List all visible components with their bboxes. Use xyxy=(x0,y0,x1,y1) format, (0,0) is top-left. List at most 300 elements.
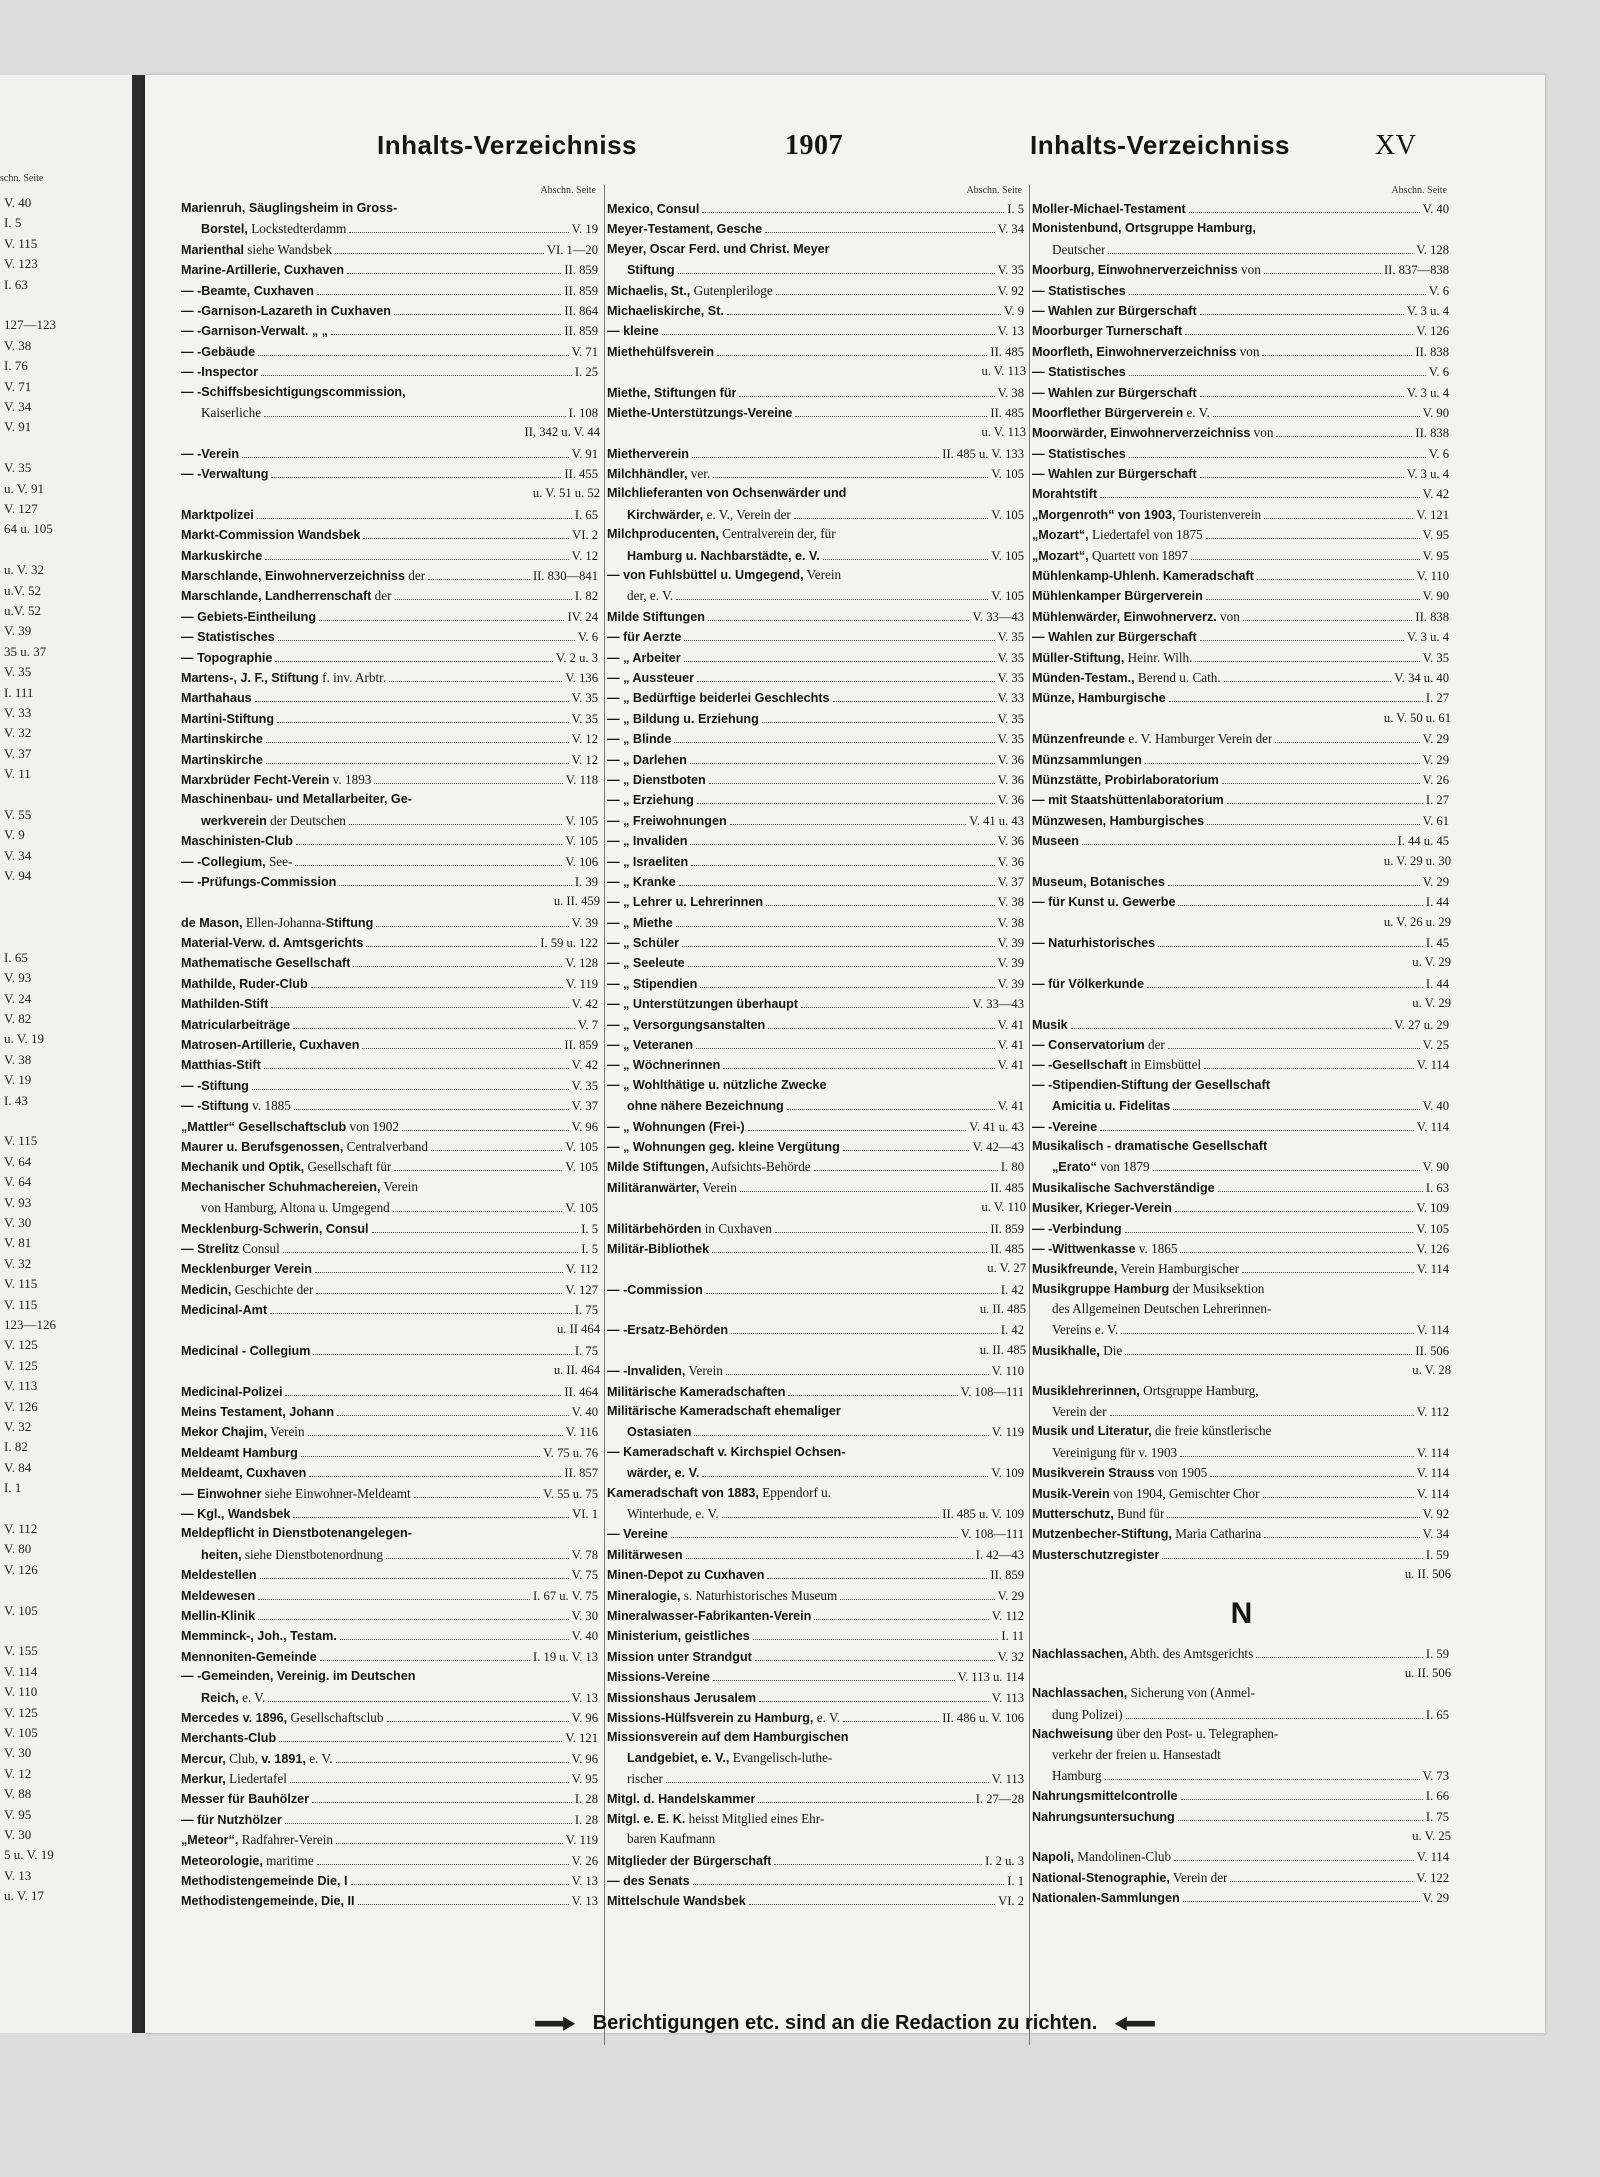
leader-dots xyxy=(268,1687,568,1702)
index-entry xyxy=(181,300,600,320)
entry-reference: V. 119 xyxy=(991,1425,1024,1440)
leader-dots xyxy=(1105,1765,1420,1780)
section-letter: N xyxy=(1230,1596,1253,1630)
index-entry xyxy=(1032,667,1451,687)
entry-keyword: Mecklenburger Verein xyxy=(181,1262,312,1277)
leader-dots xyxy=(1213,402,1420,417)
leader-dots xyxy=(1071,1014,1392,1029)
entry-keyword: „Mattler“ Gesellschaftsclub xyxy=(181,1119,347,1134)
leader-dots xyxy=(713,463,988,478)
entry-title xyxy=(1032,1421,1271,1441)
previous-page-reference: 35 u. 37 xyxy=(4,643,47,659)
entry-text: s. Naturhistorisches Museum xyxy=(680,1587,838,1603)
leader-dots xyxy=(283,1238,578,1253)
index-entry xyxy=(181,361,600,381)
entry-keyword: Münzstätte, Probirlaboratorium xyxy=(1032,772,1219,787)
index-entry xyxy=(181,1034,600,1054)
leader-dots xyxy=(1276,422,1412,437)
index-entry xyxy=(607,1218,1026,1238)
entry-reference: II. 485 xyxy=(990,1180,1024,1195)
entry-title xyxy=(181,525,360,544)
entry-reference: u. II. 485 xyxy=(979,1342,1026,1357)
entry-reference: V. 29 xyxy=(1422,1891,1449,1906)
entry-title xyxy=(1032,811,1204,830)
index-entry xyxy=(1032,565,1451,585)
entry-reference: II. 857 xyxy=(564,1466,598,1481)
entry-reference: V. 128 xyxy=(1416,242,1449,257)
entry-reference: V. 41 u. 43 xyxy=(969,813,1024,828)
index-entry xyxy=(1032,647,1451,667)
leader-dots xyxy=(374,769,562,784)
entry-title xyxy=(1032,1096,1170,1115)
entry-keyword: Münzenfreunde xyxy=(1032,732,1126,747)
leader-dots xyxy=(394,300,561,315)
index-entry xyxy=(607,667,1026,687)
entry-reference: V. 108—111 xyxy=(960,1527,1024,1542)
entry-text: Touristenverein xyxy=(1175,506,1262,522)
leader-dots xyxy=(1180,1442,1414,1457)
entry-keyword: — -Collegium, xyxy=(181,854,266,869)
leader-dots xyxy=(296,830,562,845)
leader-dots xyxy=(393,1197,563,1212)
entry-title xyxy=(607,770,706,789)
index-entry xyxy=(181,1258,600,1278)
leader-dots xyxy=(755,1646,995,1661)
entry-title xyxy=(607,565,841,585)
entry-keyword: Amicitia u. Fidelitas xyxy=(1052,1099,1171,1114)
entry-reference: V. 42 xyxy=(1422,487,1449,502)
entry-reference: V. 27 u. 29 xyxy=(1394,1017,1449,1032)
entry-reference: u. II. 506 xyxy=(1404,1567,1451,1582)
previous-page-reference: V. 11 xyxy=(4,766,31,782)
index-entry xyxy=(607,1197,1026,1217)
leader-dots xyxy=(376,912,568,927)
entry-text: Gutenpleriloge xyxy=(690,282,773,298)
entry-reference: V. 37 xyxy=(997,874,1024,889)
entry-reference: u. V. 51 u. 52 xyxy=(532,486,600,501)
leader-dots xyxy=(767,1564,987,1579)
entry-reference: I. 5 xyxy=(581,1221,598,1236)
leader-dots xyxy=(774,1850,982,1865)
entry-keyword: — -Gebäude xyxy=(181,344,256,359)
index-entry xyxy=(1032,1483,1451,1503)
entry-reference: V. 12 xyxy=(571,752,598,767)
entry-title xyxy=(1032,1381,1259,1401)
entry-keyword: Morahtstift xyxy=(1032,487,1098,502)
entry-text: von 1879 xyxy=(1096,1159,1150,1175)
index-entry xyxy=(181,1014,600,1034)
index-entry xyxy=(181,239,600,259)
previous-page-reference: V. 64 xyxy=(4,1174,32,1190)
entry-title xyxy=(607,1789,755,1808)
leader-dots xyxy=(265,545,568,560)
index-entry xyxy=(1032,1034,1451,1054)
entry-title xyxy=(1032,566,1254,585)
leader-dots xyxy=(336,1748,569,1763)
entry-title xyxy=(181,1769,287,1788)
index-entry xyxy=(1032,1075,1451,1095)
entry-reference: I. 75 xyxy=(574,1343,598,1358)
entry-title xyxy=(607,1178,737,1197)
leader-dots xyxy=(833,687,995,702)
entry-keyword: — „ Wohnungen geg. kleine Vergütung xyxy=(607,1139,840,1154)
entry-keyword: Mission unter Strandgut xyxy=(607,1649,752,1664)
entry-reference: V. 39 xyxy=(571,915,598,930)
leader-dots xyxy=(1178,1806,1423,1821)
entry-title xyxy=(1032,1055,1201,1074)
entry-reference: I. 25 xyxy=(574,365,598,380)
entry-title xyxy=(1032,1524,1261,1543)
leader-dots xyxy=(671,1523,958,1538)
entry-reference: I. 59 u. 122 xyxy=(540,936,598,951)
previous-page-reference: V. 24 xyxy=(4,990,32,1006)
entry-reference: V. 29 xyxy=(997,1588,1024,1603)
leader-dots xyxy=(1125,1340,1412,1355)
index-entry xyxy=(607,198,1026,218)
index-entry xyxy=(1032,524,1451,544)
leader-dots xyxy=(758,1788,972,1803)
index-entry xyxy=(181,1625,600,1645)
entry-keyword: — Gebiets-Eintheilung xyxy=(181,609,317,624)
leader-dots xyxy=(753,1625,999,1640)
entry-keyword: Mellin-Klinik xyxy=(181,1608,256,1623)
leader-dots xyxy=(1189,198,1420,213)
leader-dots xyxy=(717,341,987,356)
entry-title xyxy=(1032,1888,1180,1907)
entry-keyword: — „ Lehrer u. Lehrerinnen xyxy=(607,895,764,910)
entry-keyword: de Mason, xyxy=(181,915,243,930)
entry-reference: V. 41 xyxy=(997,1017,1024,1032)
index-entry xyxy=(607,239,1026,259)
index-entry xyxy=(1032,402,1451,422)
leader-dots xyxy=(431,1136,562,1151)
entry-text: Mandolinen-Club xyxy=(1073,1849,1172,1865)
entry-keyword: Museum, Botanisches xyxy=(1032,874,1165,889)
entry-reference: V. 6 xyxy=(577,630,598,645)
leader-dots xyxy=(702,1462,988,1477)
entry-reference: V. 71 xyxy=(571,344,598,359)
entry-title xyxy=(1032,464,1197,483)
index-entry xyxy=(181,320,600,340)
leader-dots xyxy=(1129,280,1426,295)
entry-keyword: Milchproducenten, xyxy=(607,527,719,542)
entry-reference: V. 7 xyxy=(577,1017,598,1032)
index-entry xyxy=(181,1727,600,1747)
page-header xyxy=(145,130,1545,170)
entry-reference: V. 121 xyxy=(565,1731,598,1746)
index-entry xyxy=(607,565,1026,585)
entry-reference: V. 35 xyxy=(571,691,598,706)
entry-keyword: — „ Schüler xyxy=(607,936,680,951)
entry-reference: I. 42—43 xyxy=(975,1547,1024,1562)
index-entry xyxy=(1032,320,1451,340)
entry-keyword: v. 1891, xyxy=(261,1751,306,1766)
entry-title xyxy=(607,1015,765,1034)
entry-keyword: Mühlenkamp-Uhlenh. Kameradschaft xyxy=(1032,569,1254,584)
index-entry xyxy=(181,402,600,422)
entry-reference: V. 113 xyxy=(991,1772,1024,1787)
entry-keyword: Milde Stiftungen, xyxy=(607,1160,709,1175)
entry-keyword: — „ Arbeiter xyxy=(607,650,681,665)
entry-title xyxy=(1032,484,1097,503)
entry-title xyxy=(607,505,791,524)
index-entry xyxy=(181,891,600,911)
entry-title xyxy=(607,1442,845,1462)
entry-title xyxy=(181,1586,255,1605)
leader-dots xyxy=(1100,1116,1414,1131)
entry-reference: V. 114 xyxy=(1416,1058,1449,1073)
entry-reference: I. 27 xyxy=(1425,793,1449,808)
leader-dots xyxy=(1180,1238,1413,1253)
leader-dots xyxy=(684,647,995,662)
entry-keyword: — „ Seeleute xyxy=(607,956,685,971)
entry-keyword: Markuskirche xyxy=(181,548,263,563)
entry-reference: V. 105 xyxy=(991,589,1024,604)
entry-reference: IV. 24 xyxy=(567,609,598,624)
index-entry xyxy=(1032,1785,1451,1805)
leader-dots xyxy=(712,1238,987,1253)
leader-dots xyxy=(794,504,989,519)
leader-dots xyxy=(260,1564,569,1579)
entry-title xyxy=(181,362,258,381)
index-entry xyxy=(1032,1381,1451,1401)
leader-dots xyxy=(1230,1867,1413,1882)
entry-keyword: Marthahaus xyxy=(181,691,252,706)
entry-text: siehe Einwohner-Meldeamt xyxy=(261,1485,411,1501)
index-entry xyxy=(1032,789,1451,809)
entry-text: Verein xyxy=(267,1424,305,1440)
column-subheader: Abschn. Seite xyxy=(1391,185,1447,196)
entry-title xyxy=(607,831,687,850)
entry-title xyxy=(607,1748,832,1768)
entry-title xyxy=(181,750,263,769)
leader-dots xyxy=(662,320,995,335)
entry-title xyxy=(181,403,261,422)
entry-text: e. V. Hamburger Verein der xyxy=(1125,731,1273,747)
entry-keyword: Martens-, J. F., Stiftung xyxy=(181,670,319,685)
entry-title xyxy=(1032,546,1188,565)
leader-dots xyxy=(340,1625,569,1640)
entry-keyword: Nachlassachen, xyxy=(1032,1646,1128,1661)
entry-text: Verein xyxy=(803,567,842,583)
entry-keyword: Mühlenwärder, Einwohnerverz. xyxy=(1032,609,1217,624)
leader-dots xyxy=(787,1095,995,1110)
entry-reference: u. V. 113 xyxy=(981,364,1026,379)
index-entry xyxy=(181,280,600,300)
leader-dots xyxy=(317,1850,569,1865)
index-entry xyxy=(607,606,1026,626)
entry-title xyxy=(181,1871,348,1890)
previous-page-strip xyxy=(0,75,132,2033)
leader-dots xyxy=(749,1890,995,1905)
entry-text: Gesellschaft für xyxy=(304,1159,392,1175)
entry-reference: V. 91 xyxy=(571,446,598,461)
entry-keyword: Napoli, xyxy=(1032,1850,1074,1865)
entry-reference: I. 39 xyxy=(574,874,598,889)
entry-text: e. V., Verein der xyxy=(703,506,791,522)
entry-keyword: — -Verwaltung xyxy=(181,467,269,482)
index-entry xyxy=(1032,606,1451,626)
index-entry xyxy=(181,830,600,850)
entry-title xyxy=(1032,1299,1271,1319)
leader-dots xyxy=(242,443,569,458)
entry-reference: u. V. 110 xyxy=(981,1200,1026,1215)
entry-keyword: — -Stipendien-Stiftung der Gesellschaft xyxy=(1032,1077,1270,1092)
entry-text: Verein der xyxy=(1169,1869,1228,1885)
leader-dots xyxy=(336,1829,563,1844)
entry-title xyxy=(607,1647,752,1666)
entry-reference: V. 105 xyxy=(991,467,1024,482)
entry-title xyxy=(1032,199,1186,218)
entry-text: dung Polizei) xyxy=(1052,1706,1123,1722)
leader-dots xyxy=(1210,1462,1414,1477)
entry-title xyxy=(181,1545,383,1564)
entry-keyword: Nachlassachen, xyxy=(1032,1686,1128,1701)
entry-title xyxy=(607,546,820,565)
entry-reference: V. 38 xyxy=(997,915,1024,930)
entry-title xyxy=(607,1504,719,1523)
entry-title xyxy=(1032,1219,1122,1238)
entry-keyword: Merkur, xyxy=(181,1772,226,1787)
entry-reference: V. 73 xyxy=(1422,1768,1449,1783)
entry-keyword: — „ Wohlthätige u. nützliche Zwecke xyxy=(607,1077,827,1092)
entry-keyword: Mathilden-Stift xyxy=(181,997,269,1012)
entry-keyword: Medicinal - Collegium xyxy=(181,1343,311,1358)
index-entry xyxy=(1032,728,1451,748)
entry-title xyxy=(1032,627,1197,646)
index-entry xyxy=(181,647,600,667)
previous-page-reference: V. 93 xyxy=(4,1194,32,1210)
column-subheader: Abschn. Seite xyxy=(966,185,1022,196)
entry-reference: V. 105 xyxy=(991,507,1024,522)
entry-reference: V. 35 xyxy=(997,670,1024,685)
entry-title xyxy=(1032,1320,1118,1339)
leader-dots xyxy=(762,708,995,723)
previous-page-reference: V. 55 xyxy=(4,807,32,822)
entry-keyword: — „ Miethe xyxy=(607,915,673,930)
leader-dots xyxy=(317,280,561,295)
index-entry xyxy=(607,1034,1026,1054)
index-entry xyxy=(1032,1014,1451,1034)
entry-title xyxy=(1032,1075,1270,1095)
entry-reference: I. 28 xyxy=(574,1812,598,1827)
entry-title xyxy=(181,1708,384,1727)
entry-keyword: — Wahlen zur Bürgerschaft xyxy=(1032,385,1197,400)
entry-text: Verein der xyxy=(1052,1404,1107,1420)
entry-reference: V. 109 xyxy=(991,1466,1024,1481)
index-entry xyxy=(181,483,600,503)
index-entry xyxy=(607,382,1026,402)
index-entry xyxy=(607,1829,1026,1849)
entry-title xyxy=(1032,1341,1122,1360)
entry-title xyxy=(181,1606,255,1625)
index-entry xyxy=(607,1890,1026,1910)
entry-keyword: Meldewesen xyxy=(181,1588,256,1603)
entry-title xyxy=(1032,1279,1264,1299)
entry-reference: V. 114 xyxy=(1416,1445,1449,1460)
index-entry xyxy=(1032,1462,1451,1482)
leader-dots xyxy=(1275,728,1419,743)
index-entry xyxy=(1032,1136,1451,1156)
entry-text: Gesellschaftsclub xyxy=(287,1709,384,1725)
entry-reference: V. 119 xyxy=(565,976,598,991)
leader-dots xyxy=(394,1156,562,1171)
previous-page-reference: V. 127 xyxy=(4,501,38,516)
leader-dots xyxy=(788,1381,957,1396)
previous-page-reference: I. 111 xyxy=(4,684,34,700)
entry-reference: II. 485 xyxy=(990,405,1024,420)
leader-dots xyxy=(1167,1503,1419,1518)
leader-dots xyxy=(686,1544,973,1559)
leader-dots xyxy=(1262,341,1412,356)
entry-text: v. 1885 xyxy=(248,1098,291,1114)
entry-keyword: „Mozart“, xyxy=(1032,528,1089,543)
entry-reference: V. 6 xyxy=(1428,365,1449,380)
entry-title xyxy=(1032,403,1210,422)
entry-text: Die xyxy=(1099,1342,1123,1358)
entry-title xyxy=(181,1749,333,1768)
entry-title xyxy=(607,403,792,422)
leader-dots xyxy=(363,524,569,539)
entry-reference: V. 35 xyxy=(997,711,1024,726)
entry-keyword: Mittelschule Wandsbek xyxy=(607,1894,746,1909)
previous-page-reference: V. 125 xyxy=(4,1704,38,1720)
entry-reference: u. V. 50 u. 61 xyxy=(1383,710,1451,725)
entry-reference: V. 118 xyxy=(565,772,598,787)
entry-keyword: Musterschutzregister xyxy=(1032,1547,1160,1562)
entry-keyword: — -Wittwenkasse xyxy=(1032,1241,1136,1256)
entry-keyword: Mexico, Consul xyxy=(607,202,700,216)
entry-keyword: Münzsammlungen xyxy=(1032,752,1142,767)
entry-title xyxy=(607,811,727,830)
entry-keyword: Meteorologie, xyxy=(181,1853,263,1868)
entry-keyword: — Statistisches xyxy=(1032,283,1126,298)
entry-keyword: Musikhalle, xyxy=(1032,1343,1100,1358)
index-entry xyxy=(607,1483,1026,1503)
leader-dots xyxy=(271,993,568,1008)
previous-page-reference: I. 1 xyxy=(4,1480,22,1496)
index-entry xyxy=(1032,952,1451,972)
entry-keyword: — Einwohner xyxy=(181,1486,262,1501)
entry-title xyxy=(607,1545,683,1564)
index-entry xyxy=(181,443,600,463)
entry-reference: I. 5 xyxy=(581,1241,598,1256)
entry-reference: V. 39 xyxy=(997,956,1024,971)
index-entry xyxy=(1032,687,1451,707)
entry-reference: V. 55 u. 75 xyxy=(543,1486,598,1501)
entry-title xyxy=(1032,729,1272,748)
leader-dots xyxy=(1173,1095,1419,1110)
leader-dots xyxy=(285,1809,572,1824)
index-entry xyxy=(181,1136,600,1156)
entry-text: Consul xyxy=(239,1240,280,1256)
book-spine xyxy=(132,75,145,2033)
entry-keyword: Mitgl. d. Handelskammer xyxy=(607,1792,756,1807)
entry-title xyxy=(181,219,346,238)
entry-keyword: Mecklenburg-Schwerin, Consul xyxy=(181,1221,369,1236)
index-entry xyxy=(1032,1826,1451,1846)
index-entry xyxy=(1032,1177,1451,1197)
leader-dots xyxy=(727,300,1001,315)
leader-dots xyxy=(1175,1197,1413,1212)
previous-page-reference: V. 105 xyxy=(4,1602,38,1618)
entry-title xyxy=(607,1463,699,1482)
entry-reference: V. 105 xyxy=(565,1160,598,1175)
entry-title xyxy=(607,1117,745,1136)
previous-page-reference: I. 5 xyxy=(4,215,22,231)
entry-keyword: Merchants-Club xyxy=(181,1731,277,1746)
entry-text: Eppendorf u. xyxy=(758,1484,832,1500)
